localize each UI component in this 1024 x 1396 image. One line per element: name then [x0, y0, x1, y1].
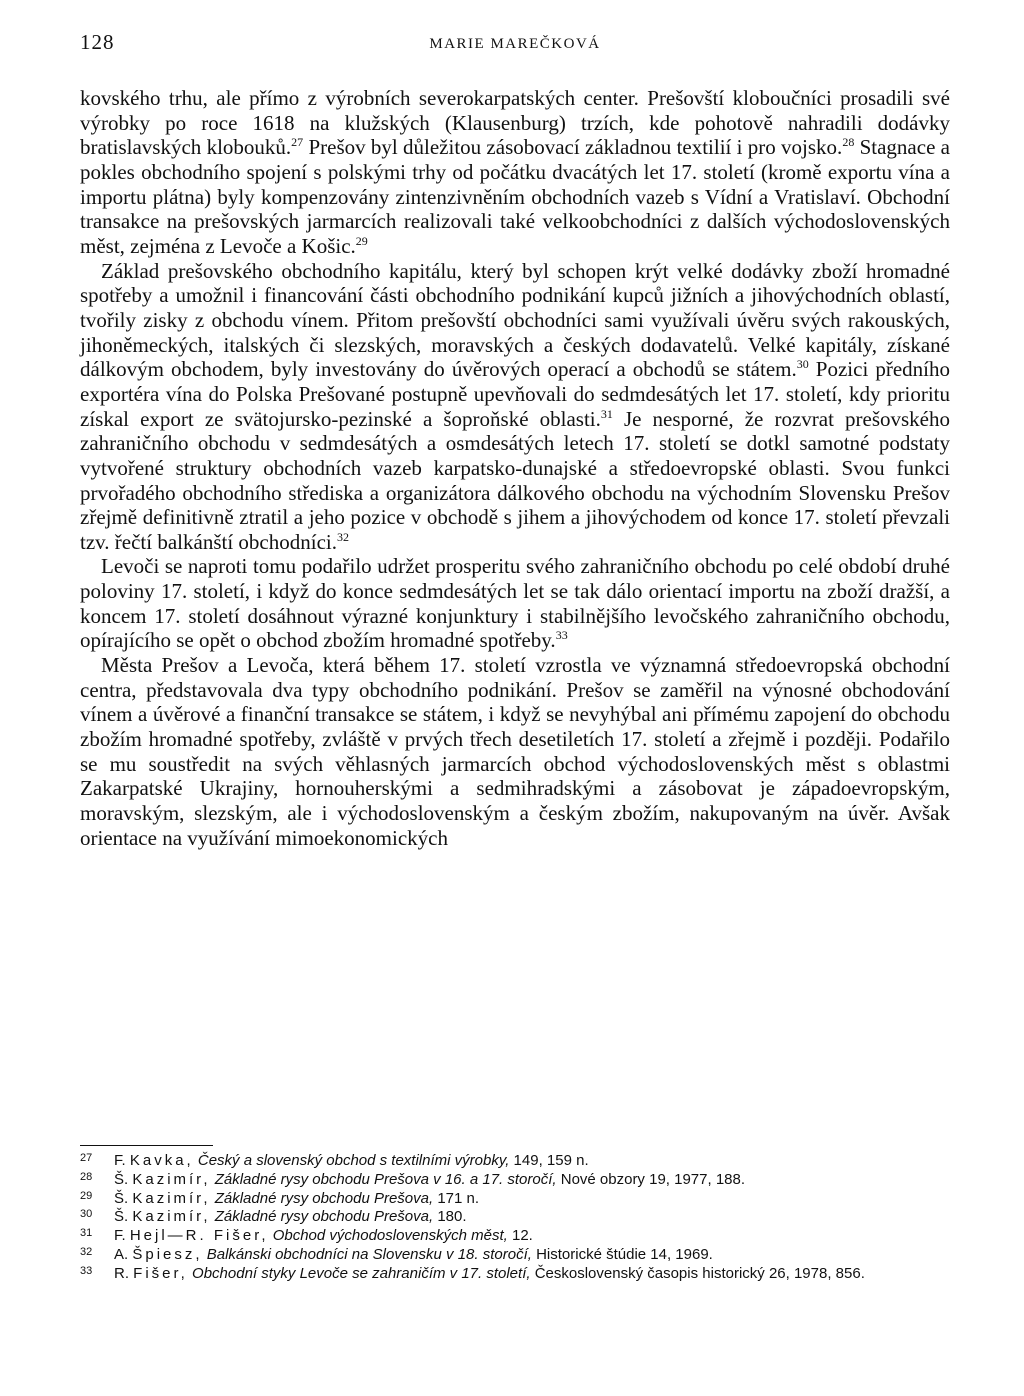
footnote-title: Základné rysy obchodu Prešova,: [214, 1189, 434, 1207]
footnote-text: 12.: [507, 1227, 533, 1245]
footnote-number: 27: [80, 1152, 93, 1164]
footnote: [80, 1246, 960, 1265]
footnote-number: 33: [80, 1264, 93, 1277]
footnote-title: Balkánski obchodníci na Slovensku v 18. storočí,: [206, 1245, 532, 1263]
footnote-ref: 30: [796, 357, 809, 372]
text-run: Je nesporné, že rozvrat prešovského zahraničního obchodu v sedmdesátých a osmdesátých letech 17. století se dotkl samotné podstaty vytvořené struktury obchodních vazeb karpatsko-dunajské a středoevropské oblasti. Svou funkci prvořadého obchodního střediska a organizátora dálkového obchodu na východním Slovensku Prešov zřejmě definitivně ztratil a jeho pozice v obchodě s jihem a jihovýchodem od konce 17. století převzali tzv. řečtí balkánští obchodníci.: [80, 406, 950, 554]
footnote-text: R.: [114, 1264, 134, 1282]
footnote-ref: 32: [336, 529, 349, 544]
footnote-author: Kazimír,: [132, 1170, 211, 1188]
footnote-title: Obchod východoslovenských měst,: [272, 1227, 508, 1245]
footnote-text: Nové obzory 19, 1977, 188.: [556, 1170, 746, 1188]
footnote: [80, 1265, 960, 1284]
footnote-ref: 33: [555, 628, 568, 643]
footnote-number: 30: [80, 1208, 93, 1221]
footnote: [80, 1208, 960, 1227]
footnote-text: Československý časopis historický 26, 1978, 856.: [530, 1264, 865, 1282]
footnote-author: Kazimír,: [132, 1208, 211, 1226]
footnote-number: 28: [80, 1170, 93, 1183]
footnote-title: Obchodní styky Levoče se zahraničím v 17. století,: [192, 1264, 531, 1282]
paragraph: [80, 653, 950, 850]
running-head: MARIE MAREČKOVÁ: [429, 36, 601, 52]
footnote-title: Český a slovenský obchod s textilními výrobky,: [197, 1152, 510, 1169]
paragraph: [80, 259, 950, 555]
footnote-number: 32: [80, 1245, 93, 1258]
footnote-author: Špiesz,: [132, 1245, 203, 1263]
footnote-text: Š.: [114, 1189, 133, 1207]
footnote-ref: 29: [355, 233, 368, 248]
body-text: [80, 86, 950, 850]
footnote-title: Základné rysy obchodu Prešova v 16. a 17. storočí,: [214, 1170, 557, 1188]
footnote: [80, 1152, 960, 1171]
footnote-text: F.: [114, 1152, 130, 1169]
paragraph: [80, 86, 950, 259]
text-run: Města Prešov a Levoča, která během 17. století vzrostla ve významná středoevropská obchodní centra, představovala dva typy obchodního podnikání. Prešov se zaměřil na výnosné obchodování vínem a úvěrové a finanční transakce se státem, i když se nevyhýbal ani přímému zapojení do obchodu zbožím hromadné spotřeby, zvláště v prvých třech desetiletích 17. století a zřejmě i později. Podařilo se mu soustředit na svých věhlasných jarmarcích obchod východoslovenských měst s oblastmi Zakarpatské Ukrajiny, hornouherskými a sedmihradskými a zásobovat je západoevropským, moravským, slezským, ale i východoslovenským a českým zbožím, nakupovaným na úvěr. Avšak orientace na využívání mimoekonomických: [80, 653, 950, 850]
footnote-text: 171 n.: [433, 1189, 480, 1207]
footnote-ref: 28: [842, 135, 855, 150]
page-header: [80, 30, 950, 60]
footnote-number: 31: [80, 1227, 93, 1240]
footnote-text: A.: [114, 1245, 133, 1263]
footnote-text: Š.: [114, 1208, 133, 1226]
footnote-author: Kazimír,: [132, 1189, 211, 1207]
page-number: 128: [80, 30, 115, 54]
footnote-text: 180.: [433, 1208, 467, 1226]
footnote-author: Kavka,: [129, 1152, 194, 1169]
footnote-title: Základné rysy obchodu Prešova,: [214, 1208, 434, 1226]
footnote-text: Š.: [114, 1170, 133, 1188]
footnote-text: 149, 159 n.: [509, 1152, 589, 1169]
footnote-text: Historické štúdie 14, 1969.: [531, 1245, 713, 1263]
text-run: Levoči se naproti tomu podařilo udržet prosperitu svého zahraničního obchodu po celé období druhé poloviny 17. století, i když do konce sedmdesátých let se tak dálo orientací importu na zboží dražší, a koncem 17. století dosáhnout výrazné konjunktury i stabilnějšího levočského zahraničního obchodu, opírajícího se opět o obchod zbožím hromadné spotřeby.: [80, 554, 950, 653]
footnotes: [80, 1152, 960, 1284]
text-run: Pozici předního exportéra vína do Polska Prešované postupně upevňovali do sedmdesátých let 17. století, kdy prioritu získal export ze svätojursko-pezinské a šoproňské oblasti.: [80, 357, 950, 431]
footnote-number: 29: [80, 1189, 93, 1202]
paragraph: [80, 554, 950, 653]
footnote-author: Fišer,: [133, 1264, 188, 1282]
footnote-ref: 31: [600, 406, 613, 421]
text-run: Stagnace a pokles obchodního spojení s polskými trhy od počátku dvacátých let 17. století (kromě exportu vína a importu plátna) byly kompenzovány zintenzivněním obchodních vazeb s Vídní a Vratislaví. Obchodní transakce na prešovských jarmarcích realizovali také velkoobchodníci z dalších východoslovenských měst, zejména z Levoče a Košic.: [80, 135, 950, 258]
text-run: kovského trhu, ale přímo z výrobních severokarpatských center. Prešovští kloboučníci prosadili své výrobky po roce 1618 na klužských (Klausenburg) trzích, kde pohotově nahradili dodávky bratislavských klobouků.: [80, 86, 950, 160]
footnote: [80, 1227, 960, 1246]
footnote-text: F.: [114, 1227, 130, 1245]
footnote-author: Hejl—R. Fišer,: [129, 1227, 269, 1245]
footnote-ref: 27: [291, 135, 304, 150]
text-run: Prešov byl důležitou zásobovací základnou textilií i pro vojsko.: [303, 135, 843, 160]
footnote-separator: [80, 1145, 213, 1146]
footnote: [80, 1171, 960, 1190]
text-run: Základ prešovského obchodního kapitálu, který byl schopen krýt velké dodávky zboží hromadné spotřeby a umožnil i financování části obchodního podnikání kupců jižních a jihovýchodních oblastí, tvořily zisky z obchodu vínem. Přitom prešovští obchodníci sami využívali úvěru svých rakouských, jihoněmeckých, italských či slezských, moravských a českých dodavatelů. Velké kapitály, získané dálkovým obchodem, byly investovány do úvěrových operací a obchodů se státem.: [80, 258, 950, 382]
footnote: [80, 1190, 960, 1209]
